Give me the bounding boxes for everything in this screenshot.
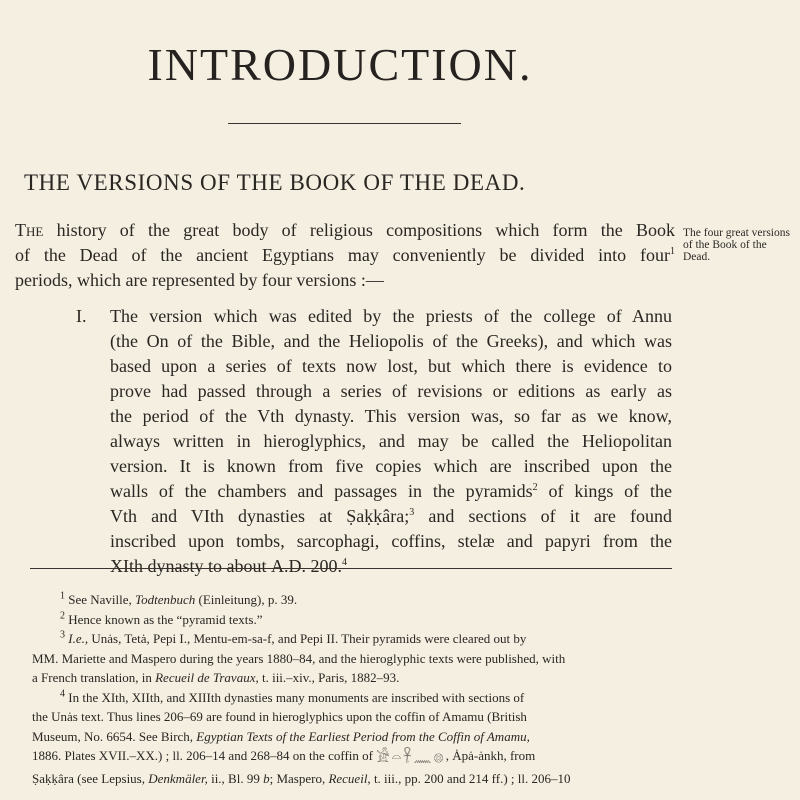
text-line: The version which was edited by the priests of the college of Annu	[110, 306, 672, 326]
text-line	[110, 479, 672, 504]
footnote-ref-4: 4	[341, 557, 347, 568]
intro-line-2-text: of the Dead of the ancient Egyptians may conveniently be divided into four	[15, 245, 670, 265]
italic-title: Recueil de Travaux,	[155, 670, 259, 685]
footnote-4-cont: the Unȧs text. Thus lines 206–69 are found in hieroglyphics upon the coffin of Amamu (British	[32, 709, 527, 724]
text-fragment: t. iii., pp. 200 and 214 ff.) ; ll. 206–10	[370, 770, 571, 786]
footnote-3-cont	[32, 668, 672, 688]
version-one-paragraph	[76, 304, 672, 579]
footnote-2	[32, 610, 672, 630]
footnote-ref-3: 3	[409, 507, 415, 518]
italic-title: Todtenbuch	[135, 592, 196, 607]
intro-line-3: periods, which are represented by four versions :—	[15, 270, 384, 290]
text-fragment: t. iii.–xiv., Paris, 1882–93.	[258, 670, 400, 685]
italic-title: Egyptian Texts of the Earliest Period from the Coffin of Amamu,	[196, 728, 530, 744]
text-line: (the On of the Bible, and the Heliopolis of the Greeks), and which was	[110, 331, 672, 351]
intro-paragraph	[15, 218, 675, 293]
footnote-ref-2: 2	[532, 482, 538, 493]
footnote-ref-1: 1	[670, 246, 675, 257]
footnote-divider	[30, 568, 672, 569]
footnote-4	[32, 688, 672, 708]
intro-line-1	[15, 218, 675, 243]
text-line: always written in hieroglyphics, and may be called the Heliopolitan	[110, 431, 672, 451]
footnote-number: 3	[60, 629, 65, 641]
text-line	[110, 504, 672, 529]
text-fragment: of kings of the	[537, 481, 672, 501]
footnote-4-cont	[32, 727, 672, 747]
text-fragment: (Einleitung), p. 39.	[195, 592, 298, 607]
text-fragment: In the XIth, XIIth, and XIIIth dynasties many monuments are inscribed with sections of	[65, 689, 525, 705]
text-fragment: 200.	[305, 556, 342, 576]
intro-line-1-text: history of the great body of religious compositions which form the Book	[56, 220, 676, 240]
text-fragment: Museum, No. 6654. See Birch,	[32, 728, 197, 744]
page-title: INTRODUCTION.	[147, 39, 533, 90]
footnote-4-cont	[32, 769, 672, 789]
italic-text: I.e.,	[68, 631, 89, 646]
footnote-1	[32, 590, 672, 610]
text-fragment: ii., Bl. 99	[207, 770, 264, 786]
era-abbrev: A.D.	[270, 556, 306, 576]
text-fragment: Ṣaḳḳâra (see Lepsius,	[32, 770, 149, 786]
text-fragment: a French translation, in	[32, 670, 156, 685]
italic-title: Denkmäler,	[148, 770, 208, 786]
text-line: the period of the Vth dynasty. This version was, so far as we know,	[110, 406, 672, 426]
text-fragment: ; Maspero,	[269, 770, 329, 786]
margin-note: The four great versions of the Book of the Dead.	[683, 227, 790, 263]
section-heading: THE VERSIONS OF THE BOOK OF THE DEAD.	[24, 170, 526, 195]
text-fragment: Hence known as the “pyramid texts.”	[65, 611, 263, 627]
text-line: based upon a series of texts now lost, but which there is evidence to	[110, 356, 672, 376]
text-line: prove had passed through a series of revisions or editions as early as	[110, 381, 672, 401]
italic-title: Recueil,	[328, 770, 371, 786]
text-fragment: Unȧs, Tetȧ, Pepi I., Mentu-em-sa-f, and Pepi II. Their pyramids were cleared out by	[88, 631, 527, 646]
title-divider	[228, 123, 461, 124]
footnote-3	[32, 629, 672, 649]
text-line: version. It is known from five copies which are inscribed upon the	[110, 456, 672, 476]
text-fragment: 1886. Plates XVII.–XX.) ; ll. 206–14 and 268–84 on the coffin of	[32, 748, 377, 763]
text-fragment: Vth and VIth dynasties at Ṣaḳḳâra;	[110, 506, 410, 526]
text-fragment: , Ȧpȧ-ȧnkh, from	[445, 748, 536, 763]
hieroglyph-name-icon: 𓀀𓏏𓋹𓈖𓊖	[376, 750, 446, 766]
text-fragment: XIth dynasty to about	[110, 556, 271, 576]
text-fragment: See Naville,	[65, 592, 136, 607]
intro-line-2	[15, 243, 675, 268]
text-fragment: and sections of it are found	[414, 506, 672, 526]
footnote-number: 1	[60, 590, 65, 602]
footnote-4-cont	[32, 746, 672, 769]
footnote-number: 2	[60, 610, 65, 622]
footnote-3-cont: MM. Mariette and Maspero during the years 1880–84, and the hieroglyphic texts were published, with	[32, 650, 566, 666]
footnotes	[32, 590, 672, 788]
text-fragment: walls of the chambers and passages in the pyramids	[110, 481, 533, 501]
text-line: inscribed upon tombs, sarcophagi, coffins, stelæ and papyri from the	[110, 531, 672, 551]
italic-text: b	[263, 770, 270, 786]
list-number: I.	[76, 306, 87, 326]
drop-lead-word: The	[15, 220, 44, 240]
footnote-number: 4	[60, 688, 65, 700]
text-line	[110, 554, 672, 579]
